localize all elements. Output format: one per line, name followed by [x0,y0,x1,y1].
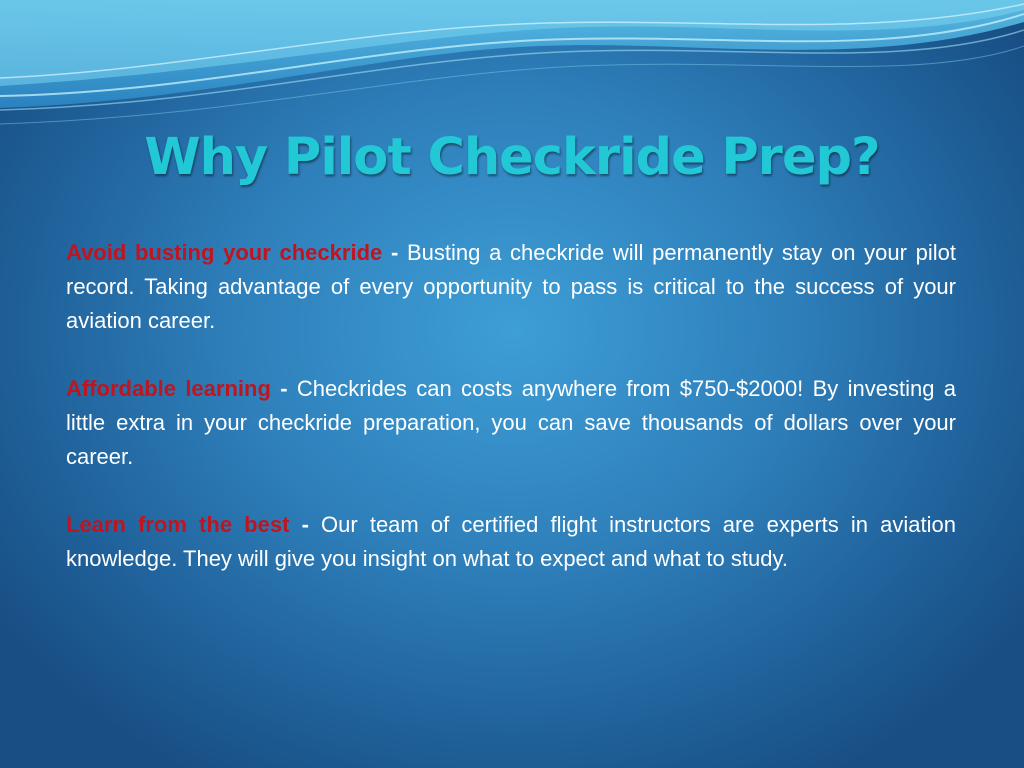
paragraph-affordable-learning [66,372,956,474]
paragraph-learn-from-best [66,508,956,576]
paragraph-text: Checkrides can costs anywhere from $750-$2000! By investing a little extra in your checkride preparation, you can save thousands of dollars over your career. [66,376,956,469]
paragraph-separator: - [289,512,322,537]
slide-body [66,236,956,576]
paragraph-lead: Learn from the best [66,512,290,537]
paragraph-separator: - [270,376,297,401]
slide-title: Why Pilot Checkride Prep? [144,128,880,187]
paragraph-avoid-busting [66,236,956,338]
paragraph-separator: - [382,240,407,265]
paragraph-lead: Affordable learning [66,376,271,401]
paragraph-text: Our team of certified flight instructors are experts in aviation knowledge. They will give you insight on what to expect and what to study. [66,512,957,571]
paragraph-text: Busting a checkride will permanently stay on your pilot record. Taking advantage of every opportunity to pass is critical to the success of your aviation career. [66,240,956,333]
paragraph-lead: Avoid busting your checkride [66,240,383,265]
wave-decoration [0,0,1024,140]
